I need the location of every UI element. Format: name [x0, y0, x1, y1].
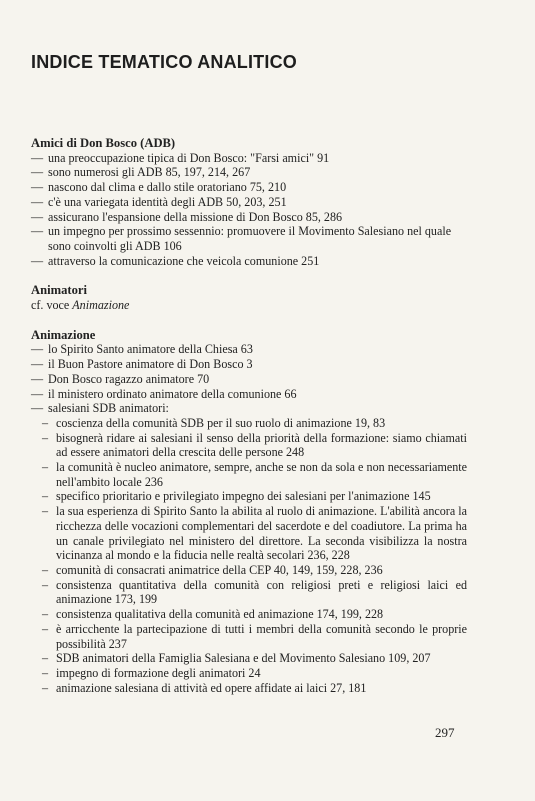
- entry-text: sono numerosi gli ADB 85, 197, 214, 267: [48, 165, 251, 180]
- index-entry: [31, 372, 467, 387]
- dash-mark: —: [31, 209, 44, 224]
- subentry-text: specifico prioritario e privilegiato impegno dei salesiani per l'animazione 145: [56, 489, 431, 504]
- section-heading: Animazione: [31, 327, 96, 342]
- index-entry: [31, 387, 467, 402]
- sub-dash-mark: –: [42, 415, 49, 430]
- index-subentry: [31, 578, 467, 607]
- entry-text: lo Spirito Santo animatore della Chiesa 63: [48, 342, 253, 357]
- entry-text: Don Bosco ragazzo animatore 70: [48, 371, 210, 386]
- entry-text: una preoccupazione tipica di Don Bosco: "Farsi amici" 91: [48, 150, 330, 165]
- index-subentry: [31, 431, 467, 460]
- dash-mark: —: [31, 150, 44, 165]
- entry-text: il ministero ordinato animatore della comunione 66: [48, 386, 297, 401]
- index-entry: [31, 165, 467, 180]
- entry-text: assicurano l'espansione della missione di Don Bosco 85, 286: [48, 209, 343, 224]
- index-subentry: [31, 489, 467, 504]
- index-entry: [31, 401, 467, 416]
- section-heading: Amici di Don Bosco (ADB): [31, 136, 176, 150]
- index-subentry: [31, 504, 467, 563]
- section-heading: Animatori: [31, 283, 87, 298]
- sub-dash-mark: –: [42, 680, 49, 695]
- sub-dash-mark: –: [42, 562, 49, 577]
- sub-dash-mark: –: [42, 430, 49, 445]
- sub-dash-mark: –: [42, 607, 49, 622]
- index-subentry: [31, 607, 467, 622]
- sub-dash-mark: –: [42, 665, 49, 680]
- sub-dash-mark: –: [42, 621, 49, 636]
- sub-dash-mark: –: [42, 504, 49, 519]
- cross-reference: [31, 298, 467, 313]
- dash-mark: —: [31, 194, 44, 209]
- index-entry: [31, 180, 467, 195]
- index-entry: [31, 342, 467, 357]
- subentry-text: impegno di formazione degli animatori 24: [56, 665, 261, 680]
- index-subentry: [31, 563, 467, 578]
- index-entry: [31, 254, 467, 269]
- entry-text: salesiani SDB animatori:: [48, 401, 169, 416]
- index-subentry: [31, 666, 467, 681]
- subentry-text: la sua esperienza di Spirito Santo la abilita al ruolo di animazione. L'abilità ancora la ricchezza delle vocazioni complementari del sacerdote e del coadiutore. La prima ha un canale privilegiato nel ministero del direttore. La seconda visibilizza la nostra vicinanza al mondo e la fiducia nelle realtà secolari 236, 228: [56, 504, 467, 563]
- dash-mark: —: [31, 224, 44, 239]
- sub-dash-mark: –: [42, 577, 49, 592]
- sub-dash-mark: –: [42, 489, 49, 504]
- dash-mark: —: [31, 357, 44, 372]
- entry-text: il Buon Pastore animatore di Don Bosco 3: [48, 357, 253, 372]
- dash-mark: —: [31, 180, 44, 195]
- entry-text: un impegno per prossimo sessennio: promuovere il Movimento Salesiano nel quale sono coinvolti gli ADB 106: [48, 224, 452, 253]
- index-subentry: [31, 681, 467, 696]
- subentry-text: è arricchente la partecipazione di tutti i membri della comunità secondo le proprie possibilità 237: [56, 621, 467, 651]
- dash-mark: —: [31, 386, 44, 401]
- page-number: 297: [435, 725, 455, 740]
- dash-mark: —: [31, 371, 44, 386]
- subentry-text: consistenza qualitativa della comunità ed animazione 174, 199, 228: [56, 607, 384, 622]
- subentry-text: bisognerà ridare ai salesiani il senso della priorità della formazione: siamo chiamati ad essere animatori della crescita delle persone 248: [56, 430, 467, 460]
- subentry-text: animazione salesiana di attività ed opere affidate ai laici 27, 181: [56, 680, 367, 695]
- index-section-animazione: [31, 328, 467, 696]
- index-entry: [31, 210, 467, 225]
- subentry-text: consistenza quantitativa della comunità con religiosi preti e religiosi laici ed animazione 173, 199: [56, 577, 467, 607]
- index-content: [31, 136, 467, 710]
- page-title: INDICE TEMATICO ANALITICO: [31, 52, 297, 72]
- index-section-amici: [31, 136, 467, 268]
- dash-mark: —: [31, 253, 44, 268]
- sub-dash-mark: –: [42, 651, 49, 666]
- index-subentry: [31, 622, 467, 651]
- index-subentry: [31, 416, 467, 431]
- sub-dash-mark: –: [42, 460, 49, 475]
- cross-reference-target: Animazione: [72, 298, 130, 313]
- index-entry: [31, 357, 467, 372]
- index-subentry: [31, 651, 467, 666]
- index-entry: [31, 195, 467, 210]
- entry-text: c'è una variegata identità degli ADB 50, 203, 251: [48, 194, 287, 209]
- entry-text: nascono dal clima e dallo stile oratoriano 75, 210: [48, 180, 287, 195]
- index-subentry: [31, 460, 467, 489]
- index-entry: [31, 224, 467, 253]
- index-section-animatori: [31, 283, 467, 312]
- dash-mark: —: [31, 342, 44, 357]
- index-entry: [31, 151, 467, 166]
- subentry-text: coscienza della comunità SDB per il suo ruolo di animazione 19, 83: [56, 415, 386, 430]
- dash-mark: —: [31, 165, 44, 180]
- subentry-text: la comunità è nucleo animatore, sempre, anche se non da sola e non necessariamente nell'ambito locale 236: [56, 460, 467, 489]
- cross-reference-prefix: cf. voce: [31, 298, 73, 313]
- subentry-text: comunità di consacrati animatrice della CEP 40, 149, 159, 228, 236: [56, 562, 383, 577]
- dash-mark: —: [31, 401, 44, 416]
- subentry-text: SDB animatori della Famiglia Salesiana e del Movimento Salesiano 109, 207: [56, 651, 431, 666]
- entry-text: attraverso la comunicazione che veicola comunione 251: [48, 253, 320, 268]
